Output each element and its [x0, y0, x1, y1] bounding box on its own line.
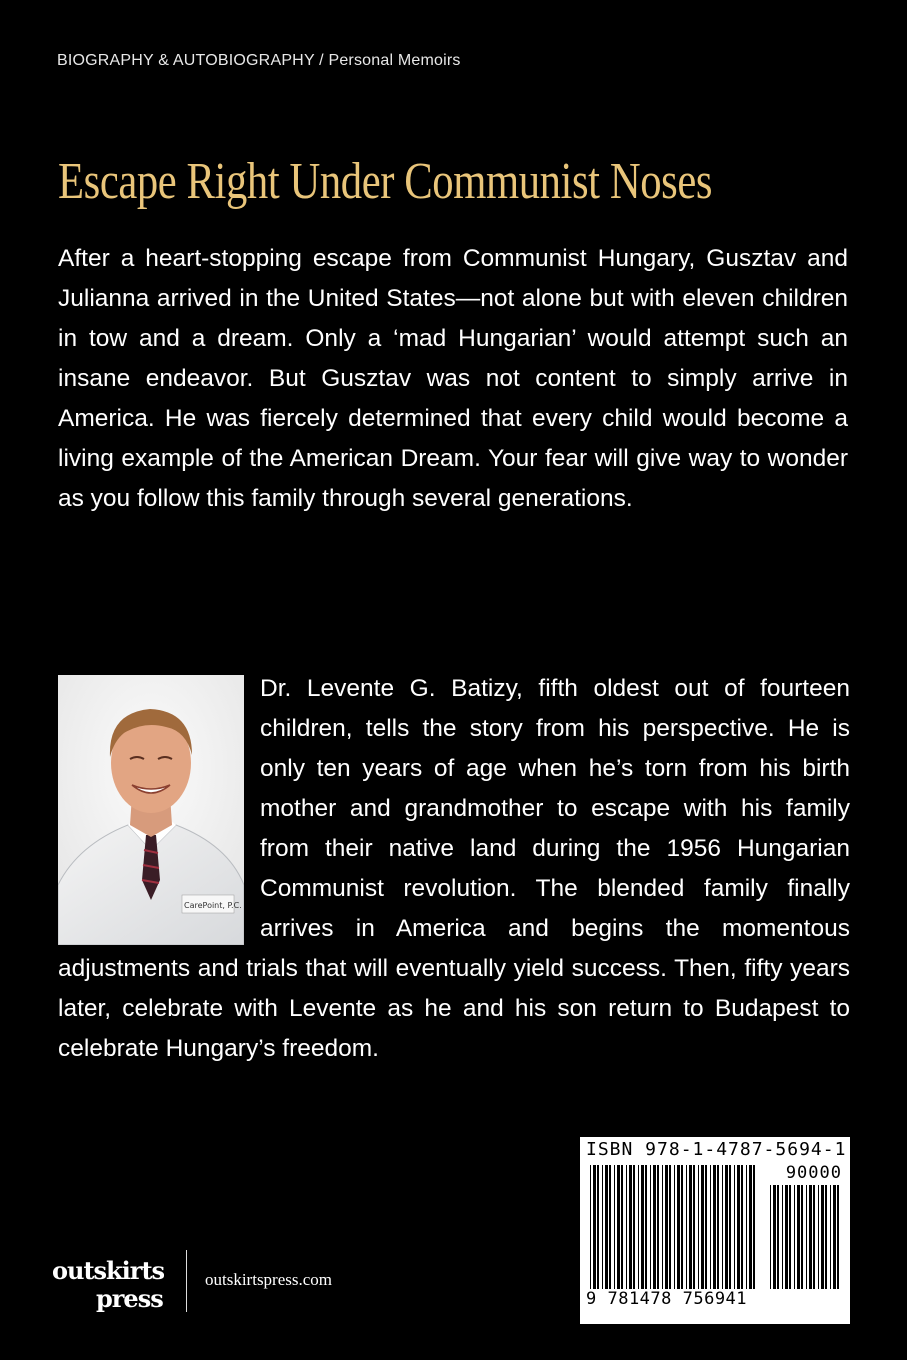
barcode-bar — [729, 1165, 731, 1289]
barcode-bar — [833, 1185, 836, 1289]
barcode-bar — [657, 1165, 659, 1289]
barcode-bar — [626, 1165, 627, 1289]
barcode-bar — [825, 1185, 827, 1289]
barcode-bar — [818, 1185, 819, 1289]
price-addon-label: 90000 — [785, 1163, 842, 1183]
isbn-barcode — [580, 1137, 850, 1324]
author-bio: Dr. Levente G. Batizy, fifth oldest out of fourteen children, tells the story from his perspective. He is only ten years of age when he’s torn from his birth mother and grandmother to escape with his family from their native land during the 1956 Hungarian Communist revolution. The blended family finally arrives in America and begins the momentous adjustments and trials that will eventually yield success. Then, fifty years later, celebrate with Levente as he and his son return to Budapest to celebrate Hungary’s freedom. — [58, 675, 850, 1062]
barcode-bar — [645, 1165, 647, 1289]
barcode-bar — [593, 1165, 596, 1289]
barcode-bar — [725, 1165, 728, 1289]
category-label: BIOGRAPHY & AUTOBIOGRAPHY / Personal Memoirs — [57, 52, 461, 69]
author-portrait — [58, 675, 244, 945]
barcode-bar — [686, 1165, 687, 1289]
logo-word-top: outskirts — [52, 1256, 165, 1285]
barcode-bar — [633, 1165, 635, 1289]
barcode-bar — [753, 1165, 755, 1289]
barcode-bar — [806, 1185, 807, 1289]
barcode-bar — [722, 1165, 723, 1289]
barcode-bar — [701, 1165, 704, 1289]
barcode-bar — [737, 1165, 740, 1289]
barcode-bar — [602, 1165, 603, 1289]
barcode-bar — [650, 1165, 651, 1289]
barcode-bar — [789, 1185, 791, 1289]
barcode-bar — [629, 1165, 632, 1289]
barcode-bar — [801, 1185, 803, 1289]
barcode-bar — [590, 1165, 591, 1289]
barcode-bar — [677, 1165, 680, 1289]
barcode-bar — [717, 1165, 719, 1289]
barcode-bar — [837, 1185, 839, 1289]
barcode-bar — [693, 1165, 695, 1289]
barcode-bar — [813, 1185, 815, 1289]
publisher-logo — [52, 1256, 172, 1316]
barcode-bar — [614, 1165, 615, 1289]
logo-word-bottom: press — [96, 1284, 163, 1313]
barcode-bar — [674, 1165, 675, 1289]
barcode-bar — [669, 1165, 671, 1289]
barcode-number: 9 781478 756941 — [586, 1289, 748, 1309]
barcode-bar — [713, 1165, 716, 1289]
barcode-bar — [705, 1165, 707, 1289]
barcode-bar — [681, 1165, 683, 1289]
portrait-badge-text: CarePoint, P.C. — [184, 901, 242, 910]
book-title: Escape Right Under Communist Noses — [58, 153, 713, 210]
barcode-bar — [773, 1185, 776, 1289]
barcode-bar — [621, 1165, 623, 1289]
barcode-bar — [641, 1165, 644, 1289]
publisher-website: outskirtspress.com — [205, 1270, 333, 1289]
author-photo — [58, 675, 244, 945]
barcode-bar — [782, 1185, 783, 1289]
barcode-bar — [689, 1165, 692, 1289]
barcode-bar — [830, 1185, 831, 1289]
barcode-bar — [741, 1165, 743, 1289]
book-blurb: After a heart-stopping escape from Communist Hungary, Gusztav and Julianna arrived in the United States—not alone but with eleven children in tow and a dream. Only a ‘mad Hungarian’ would attempt such an insane endeavor. But Gusztav was not content to simply arrive in America. He was fiercely determined that every child would become a living example of the American Dream. Your fear will give way to wonder as you follow this family through several generations. — [58, 245, 848, 512]
barcode-bar — [605, 1165, 608, 1289]
barcode-bar — [653, 1165, 656, 1289]
barcode-bar — [770, 1185, 771, 1289]
barcode-bar — [665, 1165, 668, 1289]
barcode-bar — [662, 1165, 663, 1289]
barcode-bar — [797, 1185, 800, 1289]
barcode-bar — [809, 1185, 812, 1289]
barcode-bar — [698, 1165, 699, 1289]
logo-divider — [186, 1250, 187, 1312]
barcode-bar — [710, 1165, 711, 1289]
barcode-bar — [609, 1165, 611, 1289]
barcode-bar — [749, 1165, 752, 1289]
barcode-bar — [617, 1165, 620, 1289]
barcode-bar — [794, 1185, 795, 1289]
barcode-bar — [734, 1165, 735, 1289]
author-section — [58, 669, 850, 1069]
barcode-bar — [597, 1165, 599, 1289]
barcode-bar — [821, 1185, 824, 1289]
barcode-bar — [638, 1165, 639, 1289]
barcode-bar — [785, 1185, 788, 1289]
isbn-label: ISBN 978-1-4787-5694-1 — [586, 1139, 847, 1160]
barcode-bar — [746, 1165, 747, 1289]
barcode-bar — [777, 1185, 779, 1289]
